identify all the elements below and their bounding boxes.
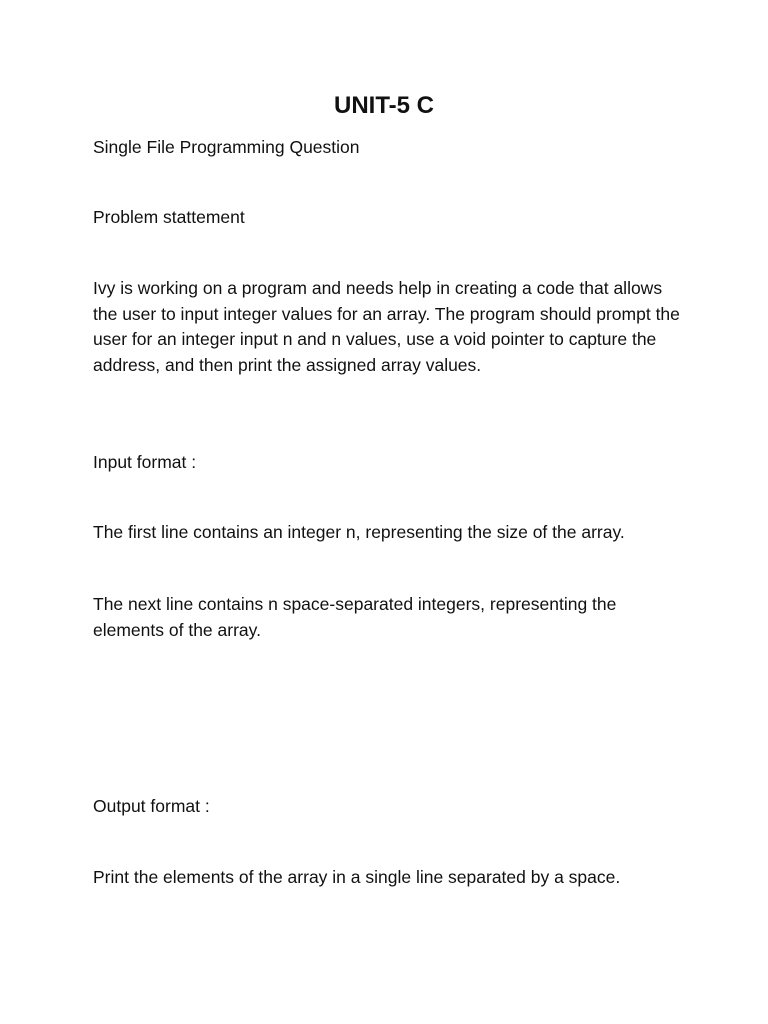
document-title: UNIT-5 C [333, 92, 434, 119]
output-format-description: Print the elements of the array in a single line separated by a space. [93, 867, 621, 887]
problem-statement-heading: Problem stattement [93, 207, 245, 227]
input-format-line-1: The first line contains an integer n, representing the size of the array. [93, 522, 625, 542]
input-format-heading: Input format : [93, 452, 197, 472]
output-format-heading: Output format : [93, 796, 210, 816]
problem-description: Ivy is working on a program and needs help in creating a code that allows the user to input integer values for an array. The program should prompt the user for an integer input n and n values, use a void pointer to capture the address, and then print the assigned array values. [93, 278, 680, 376]
input-format-line-2: The next line contains n space-separated integers, representing the elements of the array. [93, 594, 617, 640]
question-type-label: Single File Programming Question [93, 137, 360, 157]
